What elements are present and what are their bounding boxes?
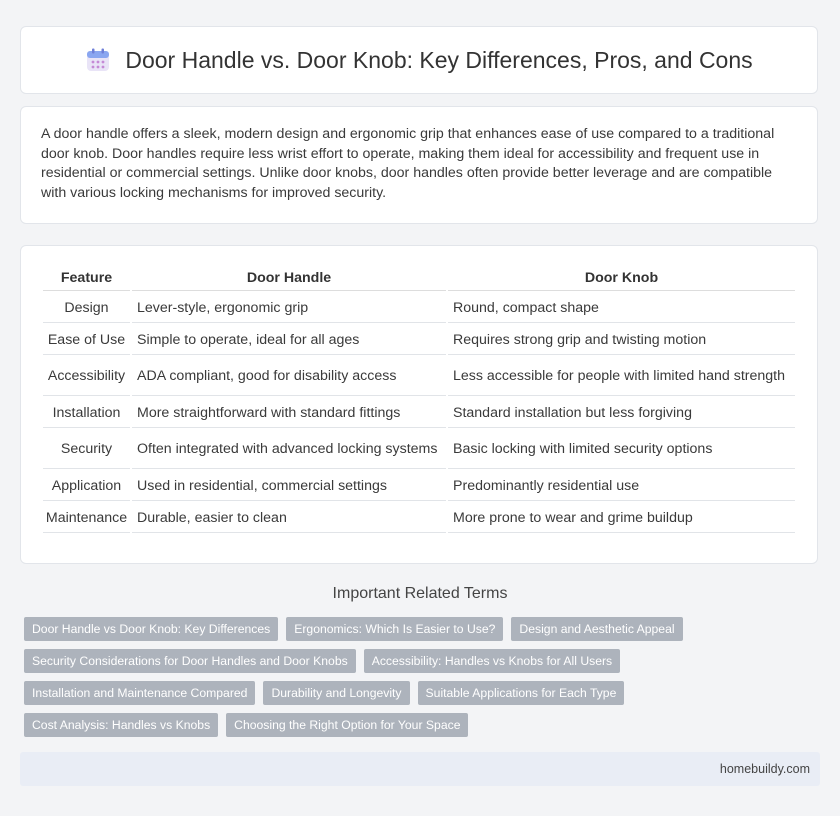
table-row	[43, 293, 795, 323]
table-cell-handle: ADA compliant, good for disability access	[132, 357, 446, 396]
table-cell-knob: Round, compact shape	[448, 293, 795, 323]
related-term-tag[interactable]: Door Handle vs Door Knob: Key Differences	[24, 617, 278, 641]
table-cell-handle: Durable, easier to clean	[132, 503, 446, 533]
related-terms-list	[24, 617, 824, 745]
table-cell-knob: More prone to wear and grime buildup	[448, 503, 795, 533]
page-title: Door Handle vs. Door Knob: Key Differences, Pros, and Cons	[125, 46, 753, 73]
calendar-icon	[85, 47, 111, 73]
table-row	[43, 503, 795, 533]
table-row	[43, 430, 795, 469]
related-term-tag[interactable]: Ergonomics: Which Is Easier to Use?	[286, 617, 503, 641]
intro-card	[20, 106, 818, 224]
table-row	[43, 398, 795, 428]
related-term-tag[interactable]: Suitable Applications for Each Type	[418, 681, 625, 705]
table-cell-knob: Basic locking with limited security options	[448, 430, 795, 469]
table-cell-feature: Design	[43, 293, 130, 323]
table-cell-handle: More straightforward with standard fittings	[132, 398, 446, 428]
table-cell-feature: Ease of Use	[43, 325, 130, 355]
related-term-tag[interactable]: Durability and Longevity	[263, 681, 409, 705]
related-term-tag[interactable]: Cost Analysis: Handles vs Knobs	[24, 713, 218, 737]
table-cell-knob: Requires strong grip and twisting motion	[448, 325, 795, 355]
related-term-tag[interactable]: Security Considerations for Door Handles and Door Knobs	[24, 649, 356, 673]
table-cell-knob: Less accessible for people with limited hand strength	[448, 357, 795, 396]
table-header-row	[43, 266, 795, 291]
table-row	[43, 325, 795, 355]
footer-site-link[interactable]: homebuildy.com	[719, 762, 810, 776]
table-cell-feature: Security	[43, 430, 130, 469]
table-cell-feature: Accessibility	[43, 357, 130, 396]
table-cell-feature: Maintenance	[43, 503, 130, 533]
table-row	[43, 471, 795, 501]
related-term-tag[interactable]: Design and Aesthetic Appeal	[511, 617, 682, 641]
table-cell-handle: Simple to operate, ideal for all ages	[132, 325, 446, 355]
intro-text: A door handle offers a sleek, modern design and ergonomic grip that enhances ease of use compared to a traditional door knob. Door handles require less wrist effort to operate, making them ideal for accessibility and frequent use in residential or commercial settings. Unlike door knobs, door handles often provide better leverage and are compatible with various locking mechanisms for improved security.	[41, 126, 775, 201]
column-header-feature: Feature	[43, 266, 130, 291]
table-cell-knob: Predominantly residential use	[448, 471, 795, 501]
table-cell-feature: Application	[43, 471, 130, 501]
column-header-door-knob: Door Knob	[448, 266, 795, 291]
comparison-table-card	[20, 245, 818, 564]
footer	[20, 752, 820, 786]
related-terms-title: Important Related Terms	[332, 585, 508, 602]
table-row	[43, 357, 795, 396]
related-term-tag[interactable]: Accessibility: Handles vs Knobs for All Users	[364, 649, 620, 673]
related-term-tag[interactable]: Choosing the Right Option for Your Space	[226, 713, 468, 737]
comparison-table	[41, 264, 797, 535]
table-cell-feature: Installation	[43, 398, 130, 428]
table-cell-handle: Lever-style, ergonomic grip	[132, 293, 446, 323]
page-header	[20, 26, 818, 94]
related-term-tag[interactable]: Installation and Maintenance Compared	[24, 681, 255, 705]
table-cell-handle: Often integrated with advanced locking systems	[132, 430, 446, 469]
column-header-door-handle: Door Handle	[132, 266, 446, 291]
table-cell-knob: Standard installation but less forgiving	[448, 398, 795, 428]
table-cell-handle: Used in residential, commercial settings	[132, 471, 446, 501]
